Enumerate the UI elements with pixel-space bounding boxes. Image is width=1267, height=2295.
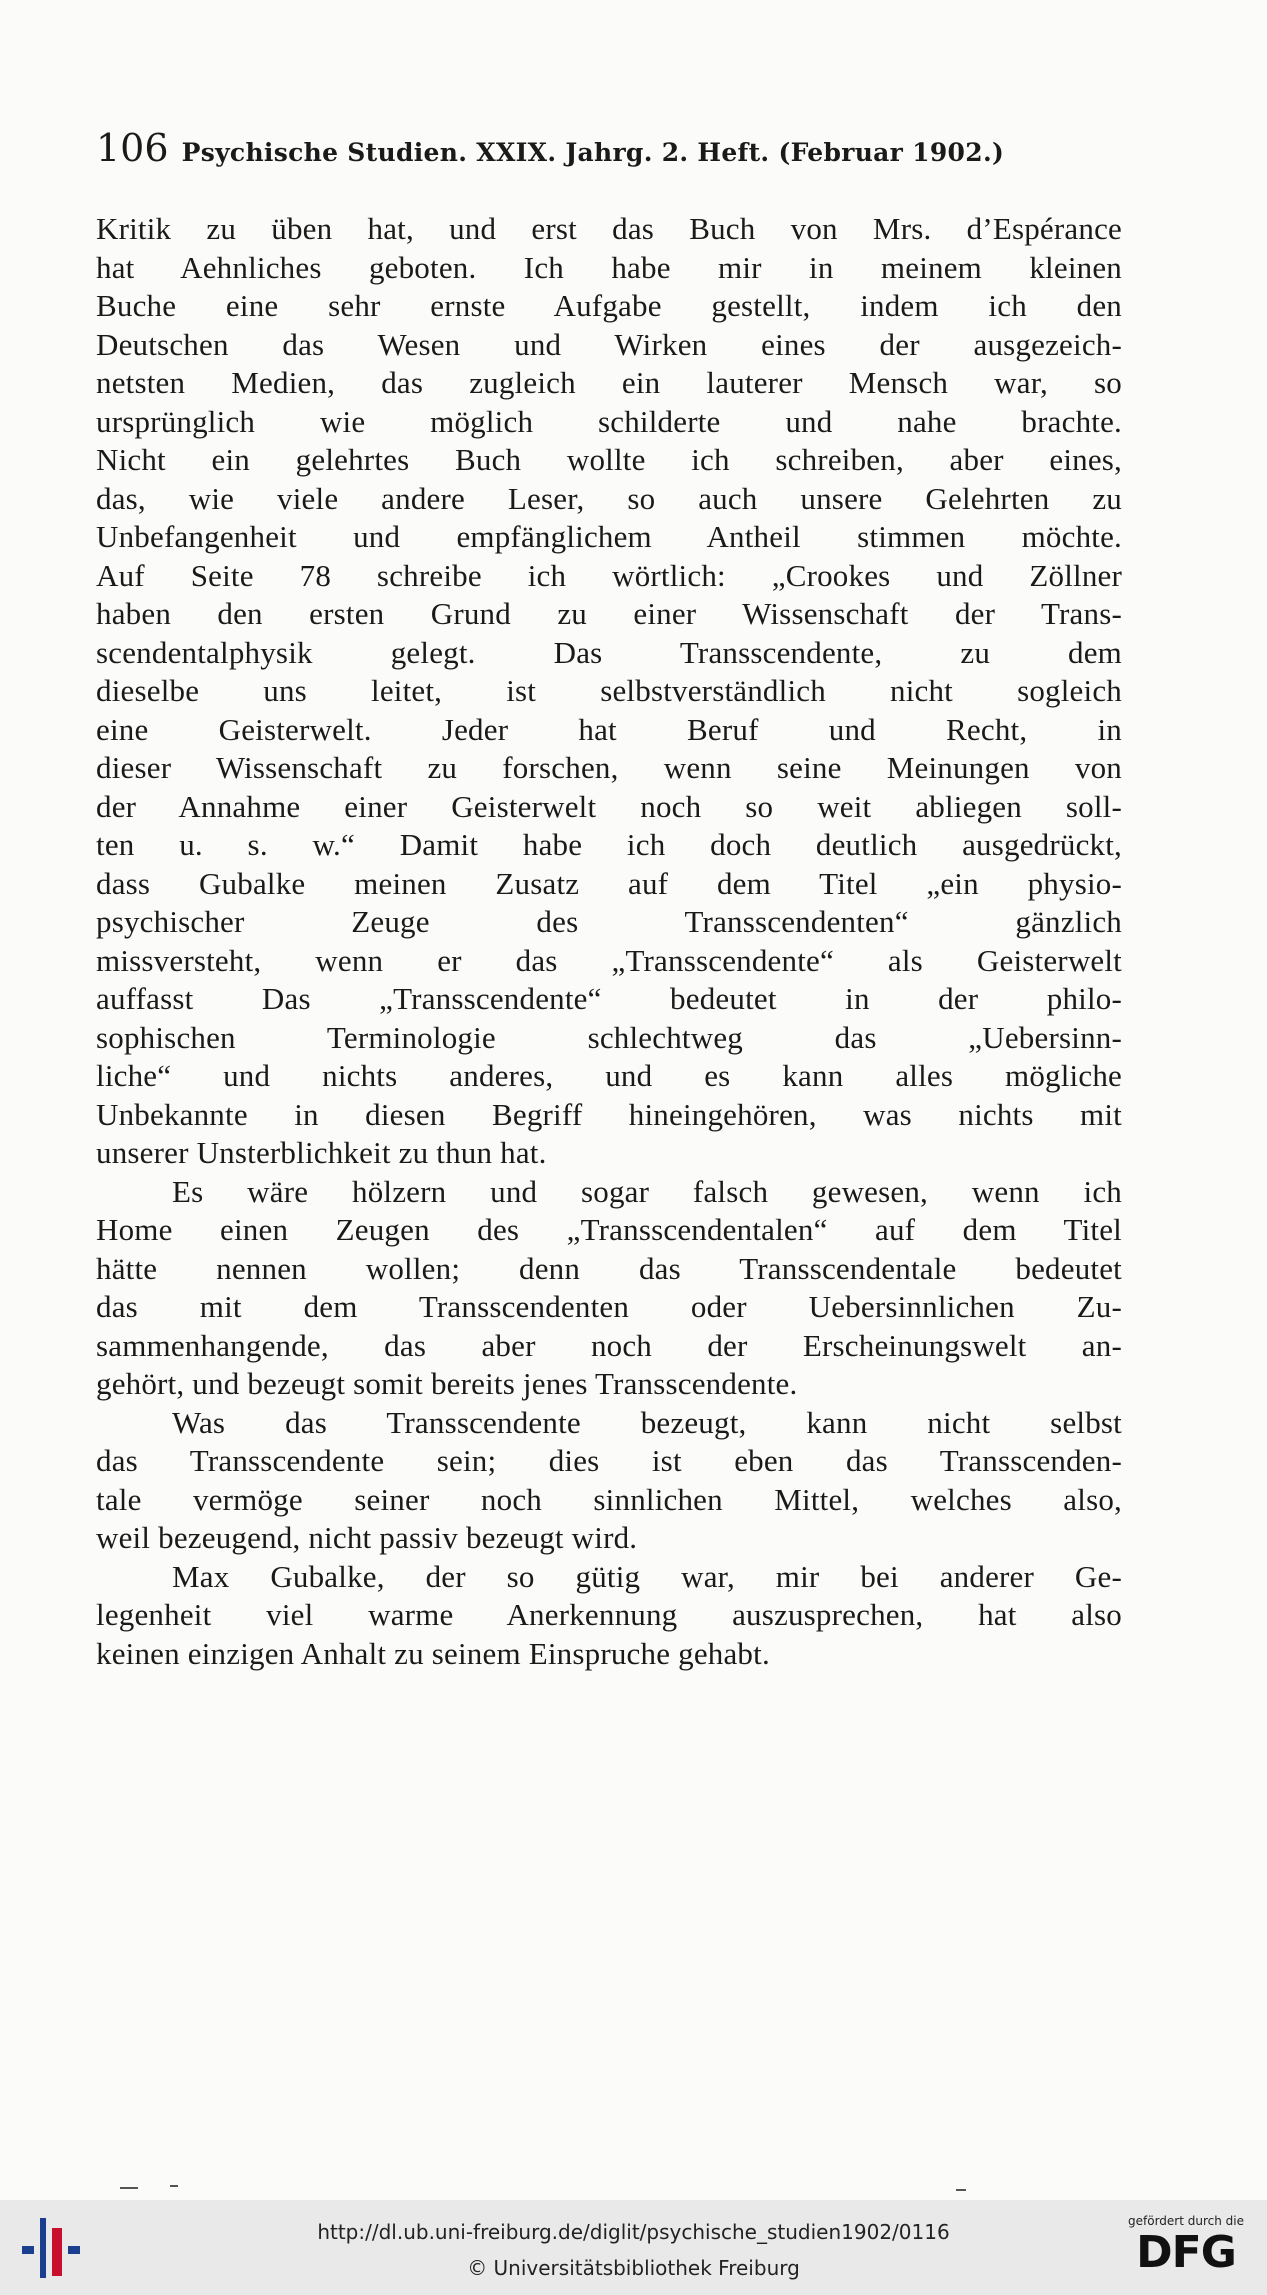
text-line: Kritik zu üben hat, und erst das Buch von Mrs. d’Espérance (96, 211, 1122, 246)
text-line: unserer Unsterblichkeit zu thun hat. (96, 1135, 547, 1170)
text-line: Unbekannte in diesen Begriff hineingehören, was nichts mit (96, 1096, 1122, 1132)
permalink-url[interactable]: http://dl.ub.uni-freiburg.de/diglit/psychische_studien1902/0116 (317, 2220, 950, 2244)
text-line: das Transscendente sein; dies ist eben das Transscenden- (96, 1443, 1122, 1478)
text-line: Max Gubalke, der so gütig war, mir bei anderer Ge- (172, 1558, 1122, 1594)
text-line: ursprünglich wie möglich schilderte und nahe brachte. (96, 403, 1122, 439)
text-line: legenheit viel warme Anerkennung auszusprechen, hat also (96, 1597, 1122, 1632)
text-line: liche“ und nichts anderes, und es kann alles mögliche (96, 1058, 1122, 1093)
text-line: tale vermöge seiner noch sinnlichen Mittel, welches also, (96, 1481, 1122, 1517)
page-number: 106 (96, 126, 169, 170)
text-line: das, wie viele andere Leser, so auch unsere Gelehrten zu (96, 480, 1122, 516)
text-line: gehört, und bezeugt somit bereits jenes Transscendente. (96, 1366, 798, 1401)
text-line: dieselbe uns leitet, ist selbstverständlich nicht sogleich (96, 673, 1122, 708)
text-line: dass Gubalke meinen Zusatz auf dem Titel „ein physio- (96, 865, 1122, 901)
scan-marks (120, 2185, 1020, 2193)
text-line: der Annahme einer Geisterwelt noch so weit abliegen soll- (96, 788, 1122, 824)
text-line: Home einen Zeugen des „Transscendentalen“ auf dem Titel (96, 1212, 1122, 1247)
text-line: Auf Seite 78 schreibe ich wörtlich: „Crookes und Zöllner (96, 557, 1122, 593)
text-line: sophischen Terminologie schlechtweg das „Uebersinn- (96, 1019, 1122, 1055)
text-line: scendentalphysik gelegt. Das Transscendente, zu dem (96, 634, 1122, 670)
running-header (96, 126, 1116, 170)
dfg-logo-text: DFG (1136, 2227, 1236, 2278)
dfg-logo (1118, 2214, 1254, 2284)
text-line: das mit dem Transscendenten oder Uebersinnlichen Zu- (96, 1289, 1122, 1324)
text-line: psychischer Zeuge des Transscendenten“ gänzlich (96, 904, 1122, 939)
body-text (96, 210, 1122, 1673)
text-line: keinen einzigen Anhalt zu seinem Einspruche gehabt. (96, 1635, 770, 1671)
text-line: Buche eine sehr ernste Aufgabe gestellt, indem ich den (96, 288, 1122, 323)
text-line: dieser Wissenschaft zu forschen, wenn seine Meinungen von (96, 750, 1122, 785)
text-line: sammenhangende, das aber noch der Erscheinungswelt an- (96, 1327, 1122, 1363)
text-line: hätte nennen wollen; denn das Transscendentale bedeutet (96, 1250, 1122, 1286)
text-line: missversteht, wenn er das „Transscendente“ als Geisterwelt (96, 942, 1122, 978)
text-line: weil bezeugend, nicht passiv bezeugt wird. (96, 1520, 638, 1555)
footer-bar (0, 2200, 1267, 2295)
text-line: netsten Medien, das zugleich ein lauterer Mensch war, so (96, 365, 1122, 400)
text-line: eine Geisterwelt. Jeder hat Beruf und Recht, in (96, 711, 1122, 747)
running-title: Psychische Studien. XXIX. Jahrg. 2. Heft. (Februar 1902.) (181, 138, 1005, 167)
text-line: ten u. s. w.“ Damit habe ich doch deutlich ausgedrückt, (96, 827, 1122, 862)
dfg-funding-note: gefördert durch die (1128, 2214, 1244, 2228)
copyright-notice: © Universitätsbibliothek Freiburg (467, 2256, 800, 2280)
text-line: hat Aehnliches geboten. Ich habe mir in meinem kleinen (96, 249, 1122, 285)
text-line: Unbefangenheit und empfänglichem Antheil stimmen möchte. (96, 519, 1122, 554)
text-line: haben den ersten Grund zu einer Wissenschaft der Trans- (96, 596, 1122, 631)
text-line: Was das Transscendente bezeugt, kann nicht selbst (172, 1404, 1122, 1440)
text-line: auffasst Das „Transscendente“ bedeutet in der philo- (96, 981, 1122, 1016)
text-line: Es wäre hölzern und sogar falsch gewesen, wenn ich (172, 1173, 1122, 1209)
text-line: Nicht ein gelehrtes Buch wollte ich schreiben, aber eines, (96, 442, 1122, 477)
text-line: Deutschen das Wesen und Wirken eines der ausgezeich- (96, 326, 1122, 362)
